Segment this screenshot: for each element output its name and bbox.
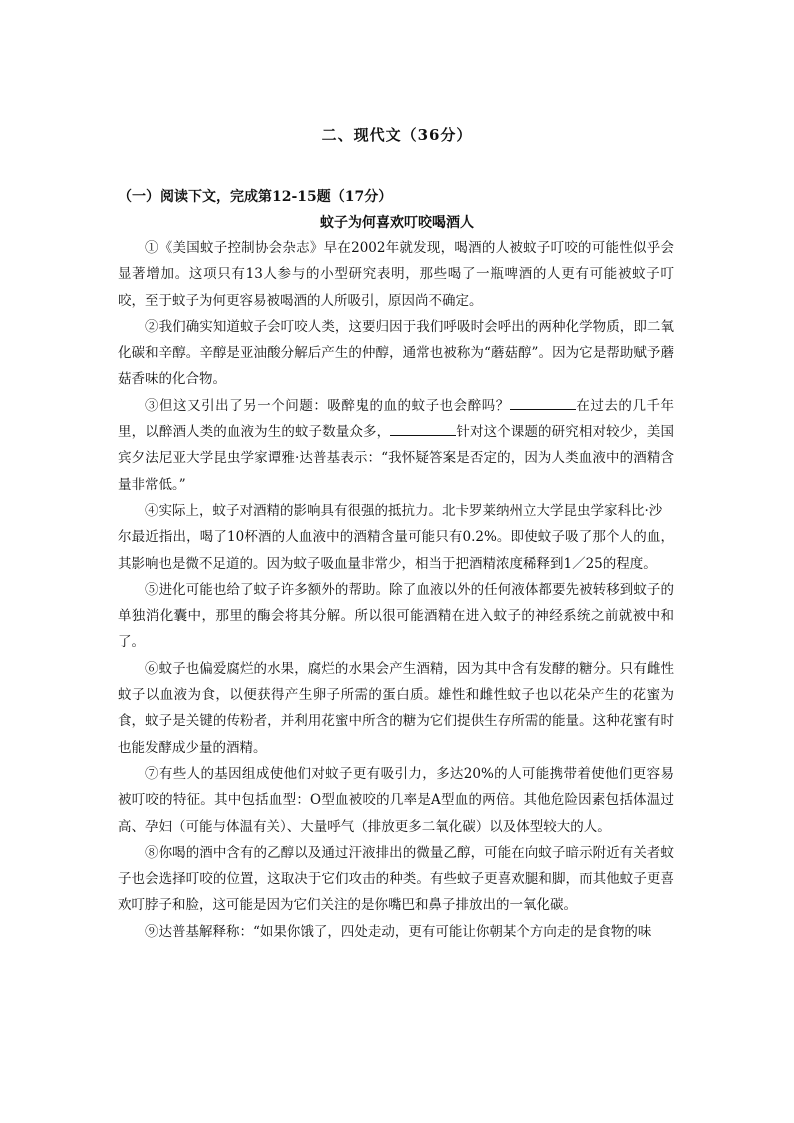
paragraph-4-continued: 尔最近指出，喝了10杯酒的人血液中的酒精含量可能只有0.2%。即使蚊子吸了那个人的血，其影响也是微不足道的。因为蚊子吸血量非常少，相当于把酒精浓度稀释到1／25的程度。 <box>118 529 674 572</box>
paragraph-1: ①《美国蚊子控制协会杂志》早在2002年就发现，喝酒的人被蚊子叮咬的可能性似乎会显著增加。这项只有13人参与的小型研究表明，那些喝了一瓶啤酒的人更有可能被蚊子叮咬，至于蚊子为何更容易被喝酒的人所吸引，原因尚不确定。 <box>118 240 674 309</box>
article-title: 蚊子为何喜欢叮咬喝酒人 <box>320 215 474 231</box>
paragraph-3-part-c: 针对这个课题的研究相对较少，美国宾夕法尼亚大学昆虫学家谭雅·达普基表示：“我怀疑答案是否定的，因为人类血液中的酒精含量非常低。” <box>118 424 675 493</box>
section-title: 二、现代文（36分） <box>321 126 473 144</box>
paragraph-9: ⑨达普基解释称：“如果你饿了，四处走动，更有可能让你朝某个方向走的是食物的味 <box>145 923 652 940</box>
fill-blank-1 <box>510 395 576 410</box>
paragraph-7: ⑦有些人的基因组成使他们对蚊子更有吸引力，多达20%的人可能携带着使他们更容易被叮咬的特征。其中包括血型：O型血被咬的几率是A型血的两倍。其他危险因素包括体温过高、孕妇（可能与体温有关）、大量呼气（排放更多二氧化碳）以及体型较大的人。 <box>118 765 674 835</box>
paragraph-6: ⑥蚊子也偏爱腐烂的水果，腐烂的水果会产生酒精，因为其中含有发酵的糖分。只有雌性蚊子以血液为食，以便获得产生卵子所需的蛋白质。雄性和雌性蚊子也以花朵产生的花蜜为食，蚊子是关键的传粉者，并利用花蜜中所含的糖为它们提供生存所需的能量。这种花蜜有时也能发酵成少量的酒精。 <box>118 660 674 756</box>
paragraph-3 <box>118 393 674 498</box>
paragraph-4-line-1: ④实际上，蚊子对酒精的影响具有很强的抵抗力。北卡罗莱纳州立大学昆虫学家科比·沙 <box>145 502 663 519</box>
paragraph-3-part-a: ③但这又引出了另一个问题：吸醉鬼的血的蚊子也会醉吗？ <box>145 397 510 414</box>
part-heading: （一）阅读下文，完成第12-15题（17分） <box>118 189 393 205</box>
paragraph-2: ②我们确实知道蚊子会叮咬人类，这要归因于我们呼吸时会呼出的两种化学物质，即二氧化碳和辛醇。辛醇是亚油酸分解后产生的仲醇，通常也被称为“蘑菇醇”。因为它是帮助赋予蘑菇香味的化合物。 <box>118 318 674 388</box>
paragraph-8: ⑧你喝的酒中含有的乙醇以及通过汗液排出的微量乙醇，可能在向蚊子暗示附近有关者蚊子也会选择叮咬的位置，这取决于它们攻击的种类。有些蚊子更喜欢腿和脚，而其他蚊子更喜欢叮脖子和脸，这可能是因为它们关注的是你嘴巴和鼻子排放出的一氧化碳。 <box>118 844 674 914</box>
paragraph-3-part-b: 在过去的几千年里，以醉酒人类的血液为生的蚊子数量众多， <box>118 397 675 441</box>
article-body <box>118 235 674 945</box>
paragraph-5: ⑤进化可能也给了蚊子许多额外的帮助。除了血液以外的任何液体都要先被转移到蚊子的单独消化囊中，那里的酶会将其分解。所以很可能酒精在进入蚊子的神经系统之前就被中和了。 <box>118 581 674 651</box>
fill-blank-2 <box>390 421 456 436</box>
